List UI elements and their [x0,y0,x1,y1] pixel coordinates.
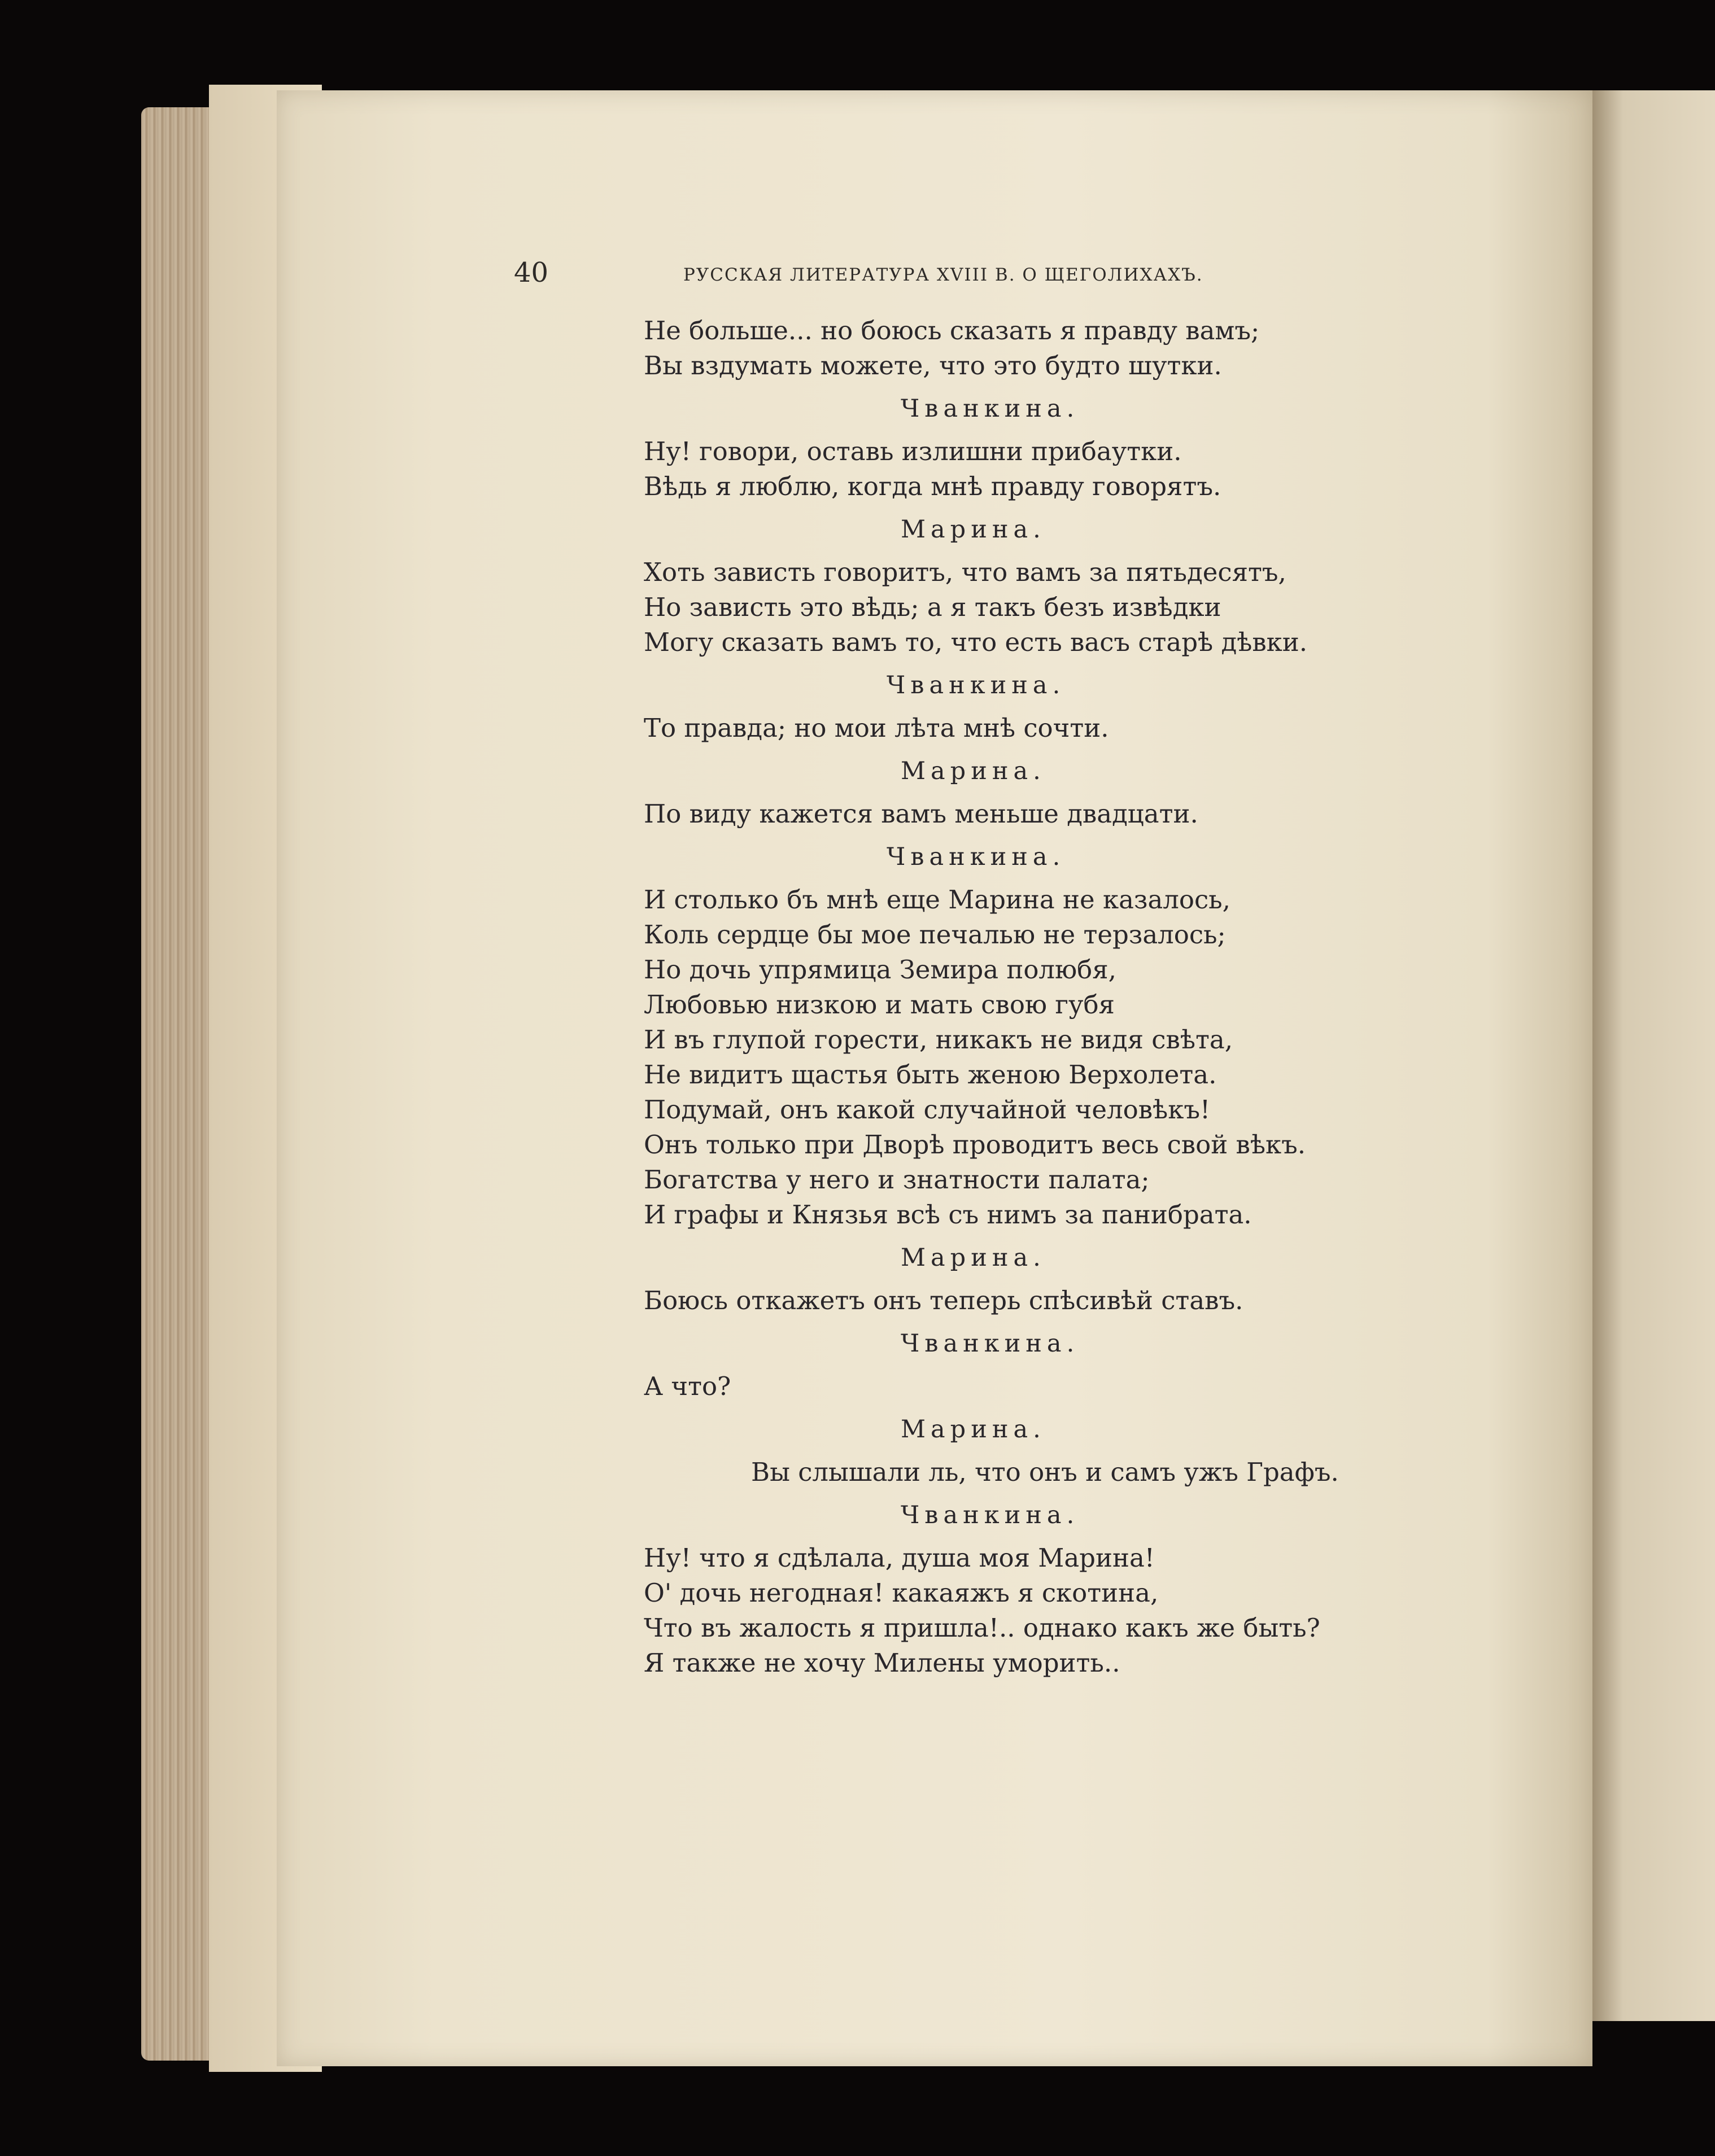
speaker-name: Чванкина. [901,395,1080,423]
speaker-name: Марина. [901,515,1046,544]
verse-line: Вы слышали ль, что онъ и самъ ужъ Графъ. [751,1457,1339,1487]
verse-line: И графы и Князья всѣ съ нимъ за панибрата. [644,1200,1252,1230]
speaker-name: Чванкина. [901,1330,1080,1358]
verse-line: О' дочь негодная! какаяжъ я скотина, [644,1578,1159,1608]
page-header [514,257,1333,296]
verse-line: Я также не хочу Милены уморить.. [644,1648,1120,1678]
verse-line: Но дочь упрямица Земира полюбя, [644,955,1116,985]
verse-line: А что? [644,1371,731,1401]
verse-line: То правда; но мои лѣта мнѣ сочти. [644,713,1109,743]
speaker-name: Чванкина. [887,843,1066,871]
play-text [644,313,1378,1681]
verse-line: И столько бъ мнѣ еще Марина не казалось, [644,885,1230,915]
adjacent-page-edge [1592,90,1715,2021]
speaker-name: Марина. [901,1244,1046,1272]
speaker-name: Чванкина. [887,671,1066,699]
verse-line: Коль сердце бы мое печалью не терзалось; [644,920,1226,950]
verse-line: Вы вздумать можете, что это будто шутки. [644,351,1222,381]
verse-line: Не видитъ щастья быть женою Верхолета. [644,1060,1217,1090]
speaker-name: Марина. [901,1415,1046,1444]
verse-line: Не больше... но боюсь сказать я правду вамъ; [644,316,1260,346]
speaker-name: Чванкина. [901,1501,1080,1529]
verse-line: Онъ только при Дворѣ проводитъ весь свой вѣкъ. [644,1130,1306,1160]
verse-line: По виду кажется вамъ меньше двадцати. [644,799,1198,829]
verse-line: Хоть зависть говоритъ, что вамъ за пятьдесятъ, [644,557,1286,587]
verse-line: Но зависть это вѣдь; а я такъ безъ извѣдки [644,592,1221,622]
verse-line: Любовью низкою и мать свою губя [644,990,1115,1020]
page-number: 40 [514,257,549,288]
verse-line: Что въ жалость я пришла!.. однако какъ же быть? [644,1613,1320,1643]
verse-line: Подумай, онъ какой случайной человѣкъ! [644,1095,1211,1125]
verse-line: Боюсь откажетъ онъ теперь спѣсивѣй ставъ. [644,1285,1243,1315]
verse-line: Могу сказать вамъ то, что есть васъ старѣ дѣвки. [644,627,1308,657]
verse-line: Ну! говори, оставь излишни прибаутки. [644,436,1182,466]
speaker-name: Марина. [901,757,1046,785]
verse-line: И въ глупой горести, никакъ не видя свѣта, [644,1025,1233,1055]
running-head: РУССКАЯ ЛИТЕРАТУРА XVIII В. О ЩЕГОЛИХАХЪ. [683,265,1203,285]
verse-line: Ну! что я сдѣлала, душа моя Марина! [644,1543,1155,1573]
verse-line: Вѣдь я люблю, когда мнѣ правду говорятъ. [644,471,1221,501]
verse-line: Богатства у него и знатности палата; [644,1165,1150,1195]
